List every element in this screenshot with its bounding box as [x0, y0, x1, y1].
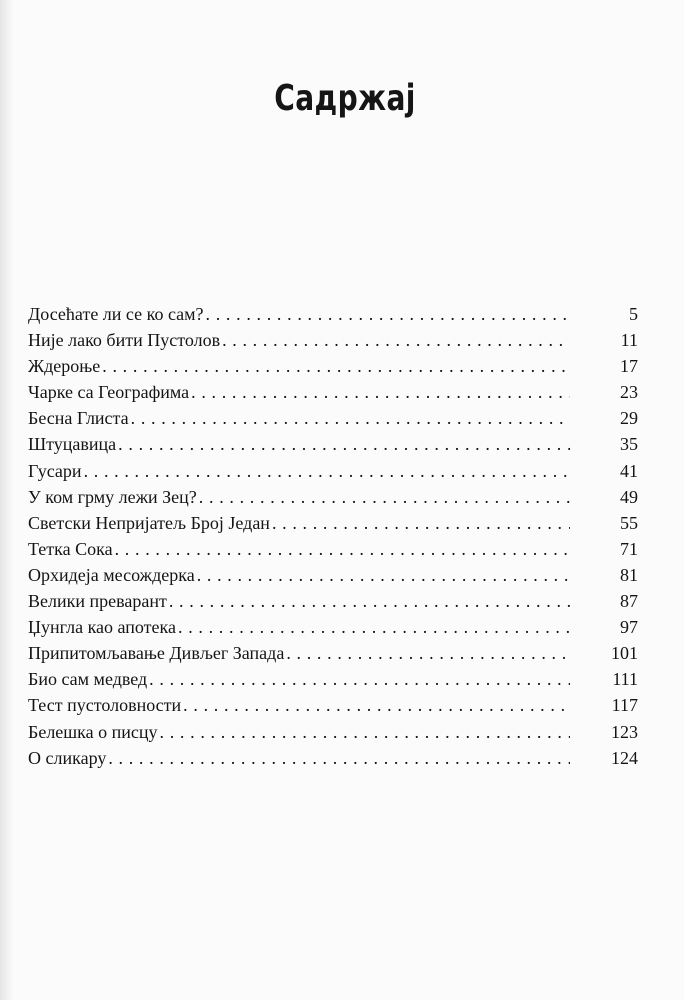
toc-entry: [28, 591, 638, 617]
dot-leader: [131, 408, 570, 429]
entry-title: Није лако бити Пустолов: [28, 330, 221, 351]
entry-page-number: 11: [620, 330, 638, 351]
entry-title: Припитомљавање Дивљег Запада: [28, 643, 285, 664]
entry-page-number: 117: [611, 695, 638, 716]
entry-page-number: 5: [629, 304, 638, 324]
dot-leader: [286, 643, 570, 664]
entry-page-number: 123: [611, 721, 638, 742]
entry-title: Ждероње: [28, 356, 101, 377]
entry-page-number: 23: [620, 382, 638, 403]
entry-title: Белешка о писцу: [28, 721, 158, 742]
dot-leader: [222, 330, 570, 351]
toc-entry: [28, 748, 638, 774]
entry-title: Гусари: [28, 460, 82, 481]
dot-leader: [149, 669, 570, 690]
entry-title: Орхидеја месождерка: [28, 564, 195, 585]
entry-title: Џунгла као апотека: [28, 617, 176, 638]
dot-leader: [84, 461, 570, 482]
toc-entry: [28, 539, 638, 565]
entry-title: Тетка Сока: [28, 538, 113, 559]
table-of-contents: [28, 304, 638, 774]
entry-page-number: 71: [620, 538, 638, 559]
dot-leader: [178, 617, 570, 638]
entry-page-number: 124: [611, 747, 638, 768]
entry-page-number: 17: [620, 356, 638, 377]
dot-leader: [197, 565, 570, 586]
toc-entry: [28, 513, 638, 539]
dot-leader: [199, 487, 570, 508]
entry-title: Велики преварант: [28, 591, 167, 612]
page-edge-shadow: [0, 0, 14, 1000]
dot-leader: [191, 382, 570, 403]
toc-entry: [28, 565, 638, 591]
entry-title: Чарке са Географима: [28, 382, 190, 403]
toc-entry: [28, 461, 638, 487]
entry-page-number: 101: [611, 643, 638, 664]
dot-leader: [108, 748, 570, 769]
toc-entry: [28, 304, 638, 330]
toc-entry: [28, 722, 638, 748]
toc-entry: [28, 487, 638, 513]
entry-title: Бесна Глиста: [28, 408, 129, 429]
entry-page-number: 35: [620, 434, 638, 455]
entry-title: Тест пустоловности: [28, 695, 182, 716]
entry-title: Био сам медвед: [28, 669, 148, 690]
entry-title: Светски Непријатељ Број Један: [28, 512, 270, 533]
entry-page-number: 97: [620, 617, 638, 638]
entry-title: Штуцавица: [28, 434, 117, 455]
entry-page-number: 87: [620, 591, 638, 612]
dot-leader: [160, 722, 570, 743]
toc-entry: [28, 408, 638, 434]
toc-entry: [28, 330, 638, 356]
dot-leader: [102, 356, 570, 377]
toc-entry: [28, 617, 638, 643]
entry-title: О сликару: [28, 747, 107, 768]
toc-entry: [28, 356, 638, 382]
dot-leader: [118, 434, 570, 455]
entry-page-number: 111: [612, 669, 638, 690]
dot-leader: [169, 591, 570, 612]
entry-page-number: 81: [620, 564, 638, 585]
entry-title: У ком грму лежи Зец?: [28, 486, 197, 507]
entry-title: Досећате ли се ко сам?: [28, 304, 204, 324]
dot-leader: [115, 539, 570, 560]
dot-leader: [206, 304, 570, 325]
dot-leader: [183, 695, 570, 716]
toc-entry: [28, 643, 638, 669]
toc-entry: [28, 669, 638, 695]
page-title: Садржај: [274, 78, 416, 119]
toc-entry: [28, 434, 638, 460]
toc-entry: [28, 382, 638, 408]
toc-entry: [28, 695, 638, 721]
entry-page-number: 49: [620, 486, 638, 507]
entry-page-number: 55: [620, 512, 638, 533]
entry-page-number: 29: [620, 408, 638, 429]
dot-leader: [272, 513, 570, 534]
entry-page-number: 41: [620, 460, 638, 481]
